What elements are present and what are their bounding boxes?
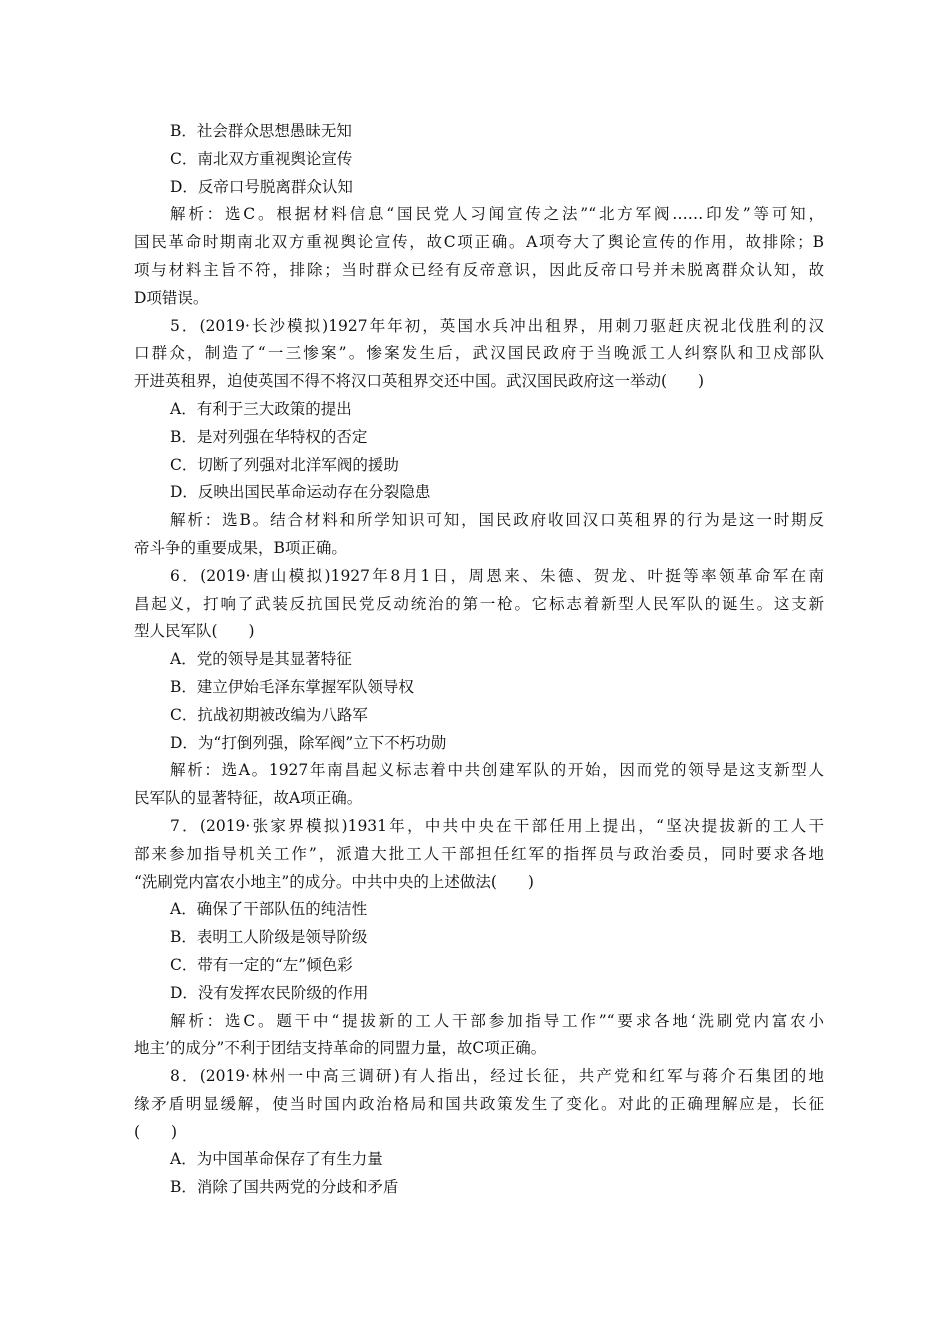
- q8-stem-line: 8．(2019·林州一中高三调研)有人指出，经过长征，共产党和红军与蒋介石集团的地: [170, 1067, 824, 1086]
- q7-analysis-line: 地主’的成分”不利于团结支持革命的同盟力量，故C项正确。: [134, 1039, 547, 1058]
- question-8: [134, 1063, 824, 1202]
- q7-stem-line: “洗刷党内富农小地主”的成分。中共中央的上述做法( ): [134, 872, 534, 891]
- q6-stem-line: 昌起义，打响了武装反抗国民党反动统治的第一枪。它标志着新型人民军队的诞生。这支新: [134, 594, 824, 613]
- q7-stem-line: 7．(2019·张家界模拟)1931年，中共中央在干部任用上提出，“坚决提拔新的工人干: [170, 816, 824, 835]
- q5-option-c[interactable]: C．切断了列强对北洋军阀的援助: [170, 455, 399, 474]
- question-6: [134, 563, 824, 813]
- q5-analysis-line: 解析：选B。结合材料和所学知识可知，国民政府收回汉口英租界的行为是这一时期反: [170, 511, 824, 530]
- q6-analysis-line: 解析：选A。1927年南昌起义标志着中共创建军队的开始，因而党的领导是这支新型人: [170, 761, 824, 780]
- question-4: [134, 118, 824, 313]
- q4-analysis-line: D项错误。: [134, 288, 209, 307]
- q7-option-b[interactable]: B．表明工人阶级是领导阶级: [170, 928, 368, 947]
- q4-analysis-line: 解析：选C。根据材料信息“国民党人习闻宣传之法”“北方军阀……印发”等可知，: [170, 205, 824, 224]
- q6-stem-line: 型人民军队( ): [134, 622, 255, 641]
- q5-analysis-line: 帝斗争的重要成果，B项正确。: [134, 538, 347, 557]
- q6-option-d[interactable]: D．为“打倒列强，除军阀”立下不朽功勋: [170, 733, 447, 752]
- q8-option-b[interactable]: B．消除了国共两党的分歧和矛盾: [170, 1178, 399, 1197]
- q5-option-a[interactable]: A．有利于三大政策的提出: [170, 399, 352, 418]
- question-7: [134, 813, 824, 1063]
- q7-stem-line: 部来参加指导机关工作”，派遣大批工人干部担任红军的指挥员与政治委员，同时要求各地: [134, 844, 824, 863]
- q6-analysis-line: 民军队的显著特征，故A项正确。: [134, 789, 363, 808]
- q4-analysis-line: 国民革命时期南北双方重视舆论宣传，故C项正确。A项夸大了舆论宣传的作用，故排除；B: [134, 233, 824, 252]
- document-content: [134, 118, 824, 1202]
- q5-stem-line: 口群众，制造了“一三惨案”。惨案发生后，武汉国民政府于当晚派工人纠察队和卫戍部队: [134, 344, 824, 363]
- q7-analysis-line: 解析：选C。题干中“提拔新的工人干部参加指导工作”“要求各地‘洗刷党内富农小: [170, 1011, 824, 1030]
- q6-option-b[interactable]: B．建立伊始毛泽东掌握军队领导权: [170, 677, 414, 696]
- q6-option-c[interactable]: C．抗战初期被改编为八路军: [170, 705, 368, 724]
- q4-analysis-line: 项与材料主旨不符，排除；当时群众已经有反帝意识，因此反帝口号并未脱离群众认知，故: [134, 260, 824, 279]
- q5-option-d[interactable]: D．反映出国民革命运动存在分裂隐患: [170, 483, 431, 502]
- q5-stem-line: 5．(2019·长沙模拟)1927年年初，英国水兵冲出租界，用刺刀驱赶庆祝北伐胜利的汉: [170, 316, 824, 335]
- q4-option-c[interactable]: C．南北双方重视舆论宣传: [170, 149, 353, 168]
- q8-option-a[interactable]: A．为中国革命保存了有生力量: [170, 1150, 383, 1169]
- q5-option-b[interactable]: B．是对列强在华特权的否定: [170, 427, 368, 446]
- q7-option-a[interactable]: A．确保了干部队伍的纯洁性: [170, 900, 368, 919]
- q8-stem-line: 缘矛盾明显缓解，使当时国内政治格局和国共政策发生了变化。对此的正确理解应是，长征: [134, 1094, 824, 1113]
- q6-option-a[interactable]: A．党的领导是其显著特征: [170, 650, 352, 669]
- q8-stem-line: ( ): [134, 1122, 178, 1141]
- q4-option-d[interactable]: D．反帝口号脱离群众认知: [170, 177, 353, 196]
- q7-option-d[interactable]: D．没有发挥农民阶级的作用: [170, 983, 369, 1002]
- question-5: [134, 313, 824, 563]
- q4-option-b[interactable]: B．社会群众思想愚昧无知: [170, 122, 352, 140]
- q5-stem-line: 开进英租界，迫使英国不得不将汉口英租界交还中国。武汉国民政府这一举动( ): [134, 372, 705, 391]
- q7-option-c[interactable]: C．带有一定的“左”倾色彩: [170, 955, 353, 974]
- q6-stem-line: 6．(2019·唐山模拟)1927年8月1日，周恩来、朱德、贺龙、叶挺等率领革命军在南: [170, 566, 824, 585]
